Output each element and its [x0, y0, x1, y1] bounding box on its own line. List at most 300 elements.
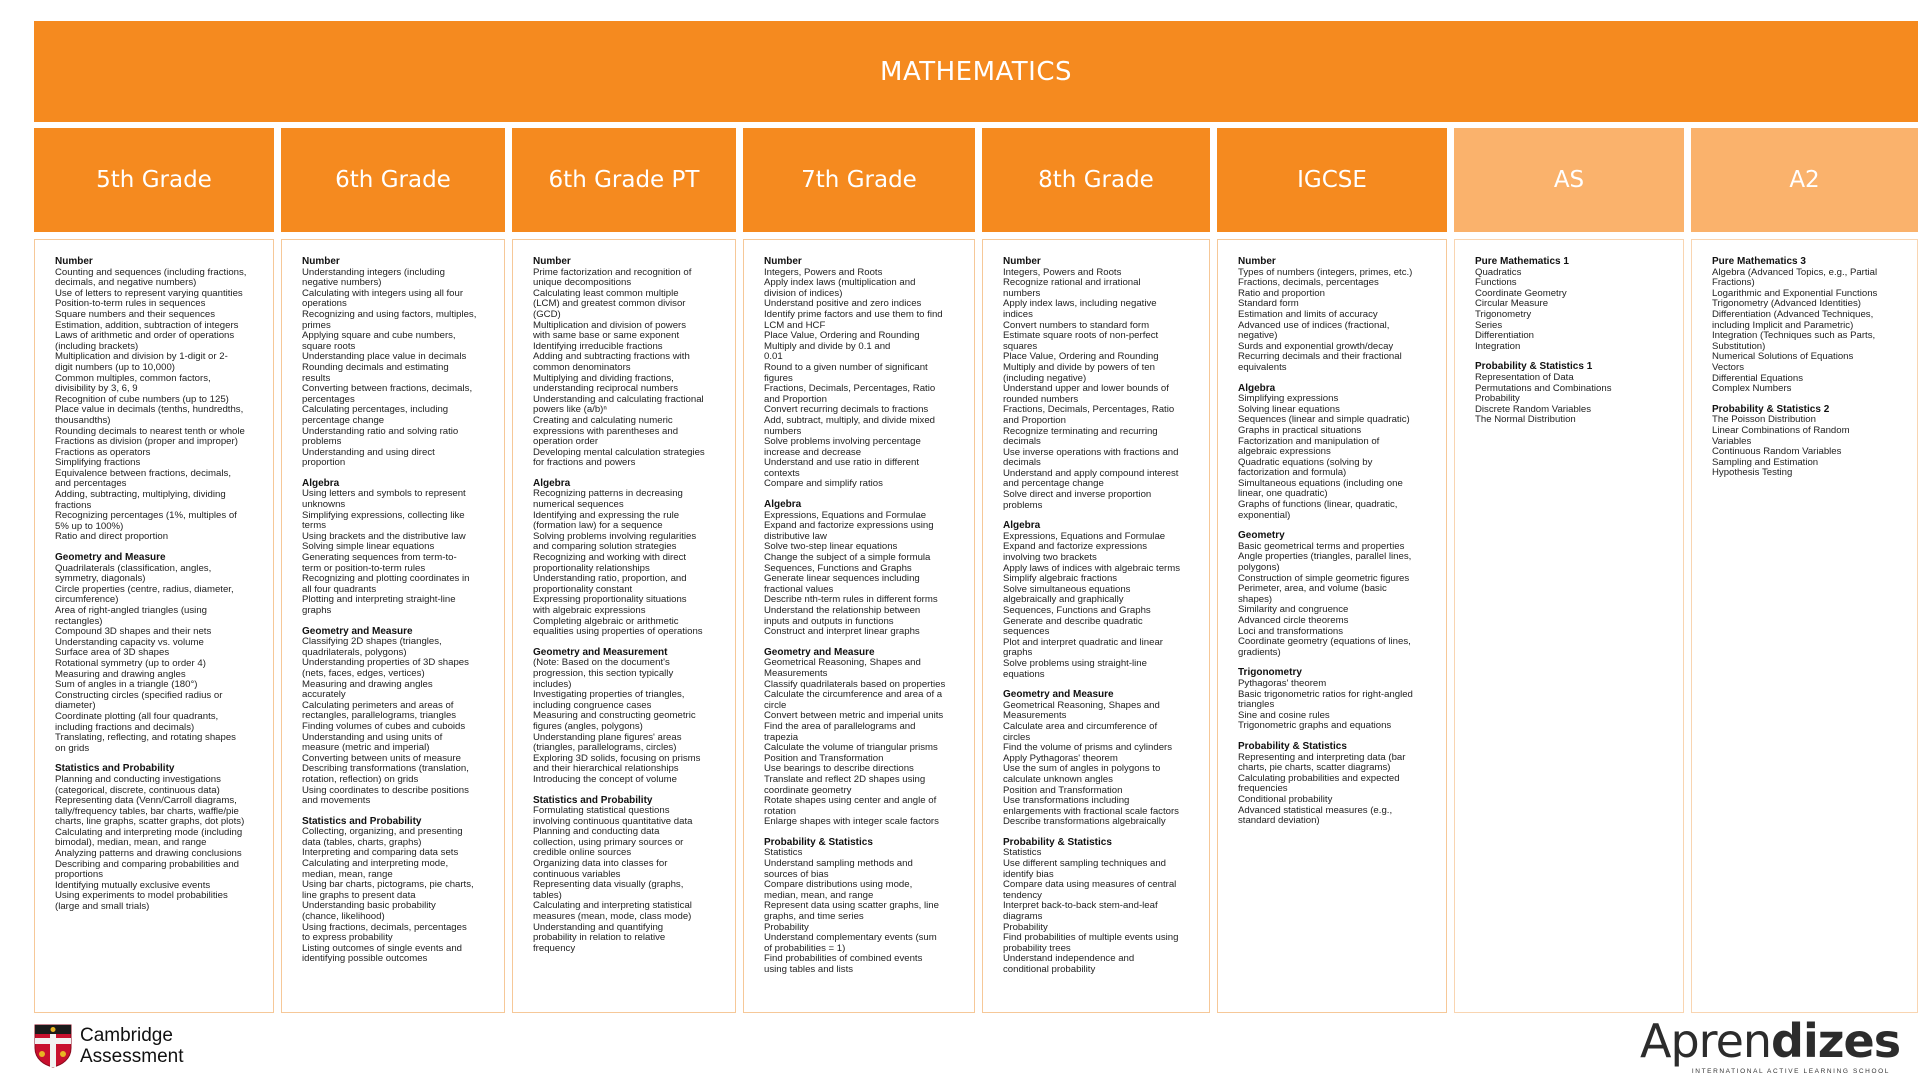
topic-item: conditional probability	[1003, 964, 1096, 975]
topic-item: Angle properties (triangles, parallel lines,	[1238, 551, 1412, 563]
topic-section	[1003, 838, 1189, 976]
topic-item: all four quadrants	[302, 583, 377, 595]
grade-column-body	[1691, 239, 1918, 1013]
topic-section	[764, 648, 954, 828]
topic-item: Graphs in practical situations	[1238, 424, 1362, 436]
topic-item: Using fractions, decimals, percentages	[302, 921, 467, 933]
topic-section-title: Algebra	[533, 477, 571, 489]
topic-item: Solve simultaneous equations	[1003, 583, 1131, 595]
topic-item: Generate and describe quadratic	[1003, 615, 1143, 627]
topic-item: Measuring and constructing geometric	[533, 710, 696, 722]
topic-item: Calculating with integers using all four	[302, 287, 464, 299]
topic-item: Ratio and direct proportion	[55, 531, 169, 543]
topic-section	[1238, 257, 1426, 374]
topic-section	[1712, 405, 1897, 479]
topic-item: operations	[302, 298, 347, 310]
topic-item: Understand and use ratio in different	[764, 457, 920, 469]
topic-item: Introducing the concept of volume	[533, 773, 677, 785]
topic-section	[1003, 690, 1189, 828]
topic-item: Recognizing and plotting coordinates in	[302, 573, 470, 585]
topic-item: and percentages	[55, 478, 127, 490]
topic-section-title: Algebra	[1238, 382, 1276, 394]
topic-item: Calculating least common multiple	[533, 287, 679, 299]
topic-section-title: Number	[55, 256, 93, 267]
grade-column-body	[34, 239, 274, 1013]
topic-section-title: Trigonometry	[1238, 667, 1302, 679]
topic-item: Use of letters to represent varying quantities	[55, 287, 243, 299]
topic-item: Logarithmic and Exponential Functions	[1712, 287, 1878, 299]
topic-item: Creating and calculating numeric	[533, 414, 673, 426]
topic-section-title: Statistics and Probability	[55, 763, 175, 775]
topic-item: measure (metric and imperial)	[302, 742, 430, 754]
topic-item: accurately	[302, 689, 346, 701]
topic-item: and comparing solution strategies	[533, 541, 677, 553]
topic-item: (Note: Based on the document's	[533, 657, 670, 669]
topic-item: proportion	[302, 457, 346, 469]
topic-item: Solving linear equations	[1238, 403, 1340, 415]
topic-item: Understanding and calculating fractional	[533, 393, 704, 405]
topic-section-title: Number	[302, 256, 340, 267]
topic-section-title: Number	[533, 256, 571, 267]
grade-column-header: 6th Grade PT	[512, 128, 736, 232]
topic-item: Solving problems involving regularities	[533, 530, 697, 542]
topic-item: Apply index laws, including negative	[1003, 298, 1157, 310]
topic-item: of probabilities = 1)	[764, 942, 846, 954]
topic-item: Using brackets and the distributive law	[302, 530, 466, 542]
topic-section-title: Probability & Statistics	[764, 836, 873, 848]
topic-section-title: Geometry	[1238, 530, 1285, 542]
topic-item: proportions	[55, 869, 103, 881]
grade-column	[1217, 128, 1447, 1013]
topic-item: Recognizing and using factors, multiples,	[302, 308, 477, 320]
topic-item: Collecting, organizing, and presenting	[302, 826, 463, 838]
topic-item: Types of numbers (integers, primes, etc.)	[1238, 266, 1413, 278]
topic-item: including Implicit and Parametric)	[1712, 319, 1854, 331]
grade-column	[281, 128, 505, 1013]
topic-item: Fractions, Decimals, Percentages, Ratio	[1003, 404, 1175, 416]
topic-item: figures (angles, polygons)	[533, 720, 643, 732]
topic-item: Simplifying expressions	[1238, 393, 1339, 405]
topic-item: division of indices)	[764, 287, 843, 299]
topic-item: identifying possible outcomes	[302, 953, 428, 965]
topic-item: Series	[1475, 319, 1503, 331]
topic-item: Find probabilities of multiple events using	[1003, 932, 1179, 944]
topic-item: Statistics	[764, 847, 803, 859]
topic-section-title: Geometry and Measure	[764, 646, 875, 658]
topic-section	[302, 479, 484, 617]
topic-item: Integration (Techniques such as Parts,	[1712, 330, 1876, 342]
topic-item: Trigonometric graphs and equations	[1238, 720, 1392, 732]
topic-item: (large and small trials)	[55, 901, 150, 913]
topic-item: Square numbers and their sequences	[55, 308, 215, 320]
topic-item: Convert between metric and imperial units	[764, 710, 944, 722]
topic-section-title: Probability & Statistics 1	[1475, 361, 1593, 373]
topic-item: diagrams	[1003, 911, 1043, 923]
topic-item: Place Value, Ordering and Rounding	[1003, 351, 1159, 363]
topic-item: Apply laws of indices with algebraic terms	[1003, 562, 1181, 574]
topic-item: Use the sum of angles in polygons to	[1003, 763, 1161, 775]
topic-item: includes)	[533, 678, 572, 690]
topic-item: Describing and comparing probabilities and	[55, 858, 239, 870]
topic-item: Sequences (linear and simple quadratic)	[1238, 414, 1410, 426]
topic-item: Advanced circle theorems	[1238, 615, 1349, 626]
topic-item: Using letters and symbols to represent	[302, 488, 466, 500]
topic-item: Substitution)	[1712, 340, 1766, 352]
topic-section-title: Statistics and Probability	[533, 794, 653, 806]
topic-section-title: Pure Mathematics 3	[1712, 256, 1806, 267]
topic-item: distributive law	[764, 530, 827, 542]
topic-item: probability in relation to relative	[533, 932, 666, 944]
topic-item: digit numbers (up to 10,000)	[55, 361, 175, 373]
topic-item: Solve direct and inverse proportion	[1003, 489, 1152, 501]
topic-item: tally/frequency tables, bar charts, waffle/pie	[55, 805, 239, 817]
topic-item: Understanding and quantifying	[533, 921, 664, 933]
topic-item: and percentage change	[1003, 478, 1104, 490]
topic-section	[1238, 742, 1426, 827]
topic-item: Statistics	[1003, 847, 1042, 859]
topic-item: Describe nth-term rules in different forms	[764, 594, 938, 606]
topic-item: identify bias	[1003, 868, 1054, 880]
topic-item: Solve two-step linear equations	[764, 541, 898, 553]
topic-section	[1238, 531, 1426, 658]
grade-column-header: 8th Grade	[982, 128, 1210, 232]
topic-item: Probability	[1475, 393, 1520, 405]
topic-item: Circle properties (centre, radius, diameter,	[55, 583, 234, 595]
topic-item: Identifying and expressing the rule	[533, 509, 680, 521]
topic-item: equations	[1003, 668, 1045, 680]
topic-item: Complex Numbers	[1712, 383, 1792, 395]
topic-item: Simplifying fractions	[55, 457, 141, 469]
topic-item: Laws of arithmetic and order of operations	[55, 330, 235, 342]
topic-item: percentage change	[302, 414, 385, 426]
topic-section-title: Geometry and Measure	[55, 552, 166, 564]
topic-item: Position and Transformation	[1003, 784, 1123, 796]
topic-item: Listing outcomes of single events and	[302, 942, 462, 954]
topic-item: Estimation, addition, subtraction of integers	[55, 319, 239, 331]
topic-item: Expressions, Equations and Formulae	[1003, 530, 1166, 542]
topic-item: (GCD)	[533, 308, 561, 320]
topic-item: progression, this section typically	[533, 667, 674, 679]
topic-item: Find the volume of prisms and cylinders	[1003, 742, 1173, 754]
topic-item: Finding volumes of cubes and cuboids	[302, 720, 466, 732]
topic-item: Organizing data into classes for	[533, 858, 668, 870]
topic-item: Interpret back-to-back stem-and-leaf	[1003, 900, 1158, 912]
topic-item: Understand and apply compound interest	[1003, 467, 1179, 479]
topic-item: Multiplication and division by 1-digit or 2-	[55, 351, 228, 363]
topic-item: charts, line graphs, scatter graphs, dot plots)	[55, 816, 245, 828]
topic-item: fractions	[55, 499, 92, 511]
topic-item: Recognize rational and irrational	[1003, 277, 1141, 289]
topic-item: Probability	[764, 921, 809, 933]
topic-section	[55, 553, 253, 754]
topic-item: Discrete Random Variables	[1475, 403, 1592, 415]
topic-item: rotation	[764, 805, 796, 817]
topic-item: shapes)	[1238, 593, 1273, 605]
topic-item: Similarity and congruence	[1238, 604, 1349, 616]
topic-section	[533, 257, 715, 469]
topic-item: Expressing proportionality situations	[533, 594, 687, 606]
topic-item: Understand complementary events (sum	[764, 932, 937, 944]
topic-item: Calculating perimeters and areas of	[302, 699, 454, 711]
topic-item: Prime factorization and recognition of	[533, 266, 692, 278]
grade-column	[982, 128, 1210, 1013]
topic-item: enlargements with fractional scale factors	[1003, 805, 1179, 817]
topic-item: thousandths)	[55, 414, 111, 426]
topic-item: involving continuous quantitative data	[533, 815, 693, 827]
grade-column-header: AS	[1454, 128, 1684, 232]
grade-column-body	[1454, 239, 1684, 1013]
topic-item: Counting and sequences (including fractions,	[55, 266, 247, 278]
topic-item: Recognizing and working with direct	[533, 552, 687, 564]
topic-item: tables)	[533, 889, 562, 901]
topic-section	[1003, 257, 1189, 511]
topic-item: Rotational symmetry (up to order 4)	[55, 657, 206, 669]
topic-item: on grids	[55, 742, 90, 754]
topic-item: Understand positive and zero indices	[764, 298, 922, 310]
topic-item: Recognizing percentages (1%, multiples of	[55, 510, 237, 522]
topic-item: Multiply and divide by powers of ten	[1003, 361, 1155, 373]
topic-item: Convert recurring decimals to fractions	[764, 404, 929, 416]
topic-item: (triangles, parallelograms, circles)	[533, 742, 677, 754]
topic-item: coordinate geometry	[764, 784, 852, 796]
topic-section	[764, 257, 954, 490]
topic-item: understanding reciprocal numbers	[533, 383, 679, 395]
topic-section	[302, 817, 484, 965]
topic-item: with same base or same exponent	[533, 330, 680, 342]
topic-item: Developing mental calculation strategies	[533, 446, 705, 458]
topic-item: for fractions and powers	[533, 457, 636, 469]
topic-item: proportionality relationships	[533, 562, 650, 574]
topic-item: Describe transformations algebraically	[1003, 816, 1166, 828]
topic-item: Conditional probability	[1238, 793, 1333, 805]
topic-item: Trigonometry (Advanced Identities)	[1712, 298, 1861, 310]
topic-item: Hypothesis Testing	[1712, 467, 1793, 479]
topic-item: frequency	[533, 942, 576, 954]
topic-item: Measurements	[764, 667, 828, 679]
topic-item: 5% up to 100%)	[55, 520, 124, 532]
topic-item: Recurring decimals and their fractional	[1238, 351, 1402, 363]
topic-item: Understand the relationship between	[764, 605, 921, 616]
topic-item: bimodal), median, mean, and range	[55, 837, 207, 849]
topic-item: quadrilaterals, polygons)	[302, 646, 407, 658]
topic-item: Sequences, Functions and Graphs	[764, 562, 912, 574]
topic-item: Simplify algebraic fractions	[1003, 573, 1118, 585]
topic-item: Convert numbers to standard form	[1003, 319, 1150, 331]
topic-item: probability trees	[1003, 942, 1071, 954]
topic-item: Change the subject of a simple formula	[764, 552, 931, 564]
topic-item: and their hierarchical relationships	[533, 763, 679, 775]
topic-item: Compare data using measures of central	[1003, 879, 1177, 891]
topic-section-title: Algebra	[1003, 520, 1041, 532]
topic-item: Position and Transformation	[764, 752, 884, 764]
topic-item: Apply index laws (multiplication and	[764, 277, 916, 289]
topic-item: Differentiation (Advanced Techniques,	[1712, 308, 1874, 320]
topic-item: unknowns	[302, 499, 346, 511]
topic-item: charts, pie charts, scatter diagrams)	[1238, 762, 1391, 774]
grade-column-header: A2	[1691, 128, 1918, 232]
topic-section-title: Statistics and Probability	[302, 815, 422, 827]
topic-item: fractional values	[764, 583, 834, 595]
topic-item: Compound 3D shapes and their nets	[55, 626, 212, 638]
topic-section-title: Geometry and Measure	[1003, 689, 1114, 701]
topic-item: sources of bias	[764, 868, 829, 880]
topic-item: inputs and outputs in functions	[764, 615, 894, 627]
topic-item: Enlarge shapes with integer scale factors	[764, 816, 939, 828]
topic-item: Expand and factorize expressions	[1003, 541, 1147, 553]
grade-column	[512, 128, 736, 1013]
topic-item: Construction of simple geometric figures	[1238, 572, 1410, 584]
topic-item: Place Value, Ordering and Rounding	[764, 330, 920, 342]
topic-item: gradients)	[1238, 646, 1281, 658]
topic-section-title: Algebra	[764, 499, 802, 511]
topic-item: Multiplication and division of powers	[533, 319, 687, 331]
topic-item: factorization and formula)	[1238, 467, 1347, 479]
grade-column-header: IGCSE	[1217, 128, 1447, 232]
topic-item: squares	[1003, 340, 1038, 352]
topic-item: Surface area of 3D shapes	[55, 647, 170, 659]
topic-item: Plotting and interpreting straight-line	[302, 594, 456, 606]
topic-item: Fractions)	[1712, 277, 1755, 289]
topic-section	[533, 479, 715, 638]
topic-item: term or position-to-term rules	[302, 562, 426, 574]
topic-item: Geometrical Reasoning, Shapes and	[1003, 699, 1160, 711]
topic-item: Calculating and interpreting statistical	[533, 900, 692, 912]
aprendizes-logo-part1: Apren	[1640, 1014, 1772, 1068]
topic-item: algebraic expressions	[1238, 446, 1331, 458]
topic-item: 0.01	[764, 351, 783, 363]
topic-item: Integers, Powers and Roots	[764, 266, 883, 278]
topic-item: Understanding place value in decimals	[302, 351, 467, 363]
topic-item: Add, subtract, multiply, and divide mixed	[764, 414, 935, 426]
topic-item: Quadrilaterals (classification, angles,	[55, 562, 212, 574]
topic-item: with algebraic expressions	[533, 605, 646, 616]
topic-item: algebraically and graphically	[1003, 594, 1124, 606]
topic-item: Using experiments to model probabilities	[55, 890, 228, 902]
topic-item: measures (mean, mode, class mode)	[533, 911, 692, 923]
grade-column-body	[281, 239, 505, 1013]
topic-item: Construct and interpret linear graphs	[764, 626, 920, 638]
topic-item: Surds and exponential growth/decay	[1238, 340, 1394, 352]
topic-item: Calculating probabilities and expected	[1238, 772, 1400, 784]
topic-item: expressions with parentheses and	[533, 425, 679, 437]
topic-item: Adding and subtracting fractions with	[533, 351, 690, 363]
topic-item: divisibility by 3, 6, 9	[55, 383, 138, 395]
topic-item: continuous variables	[533, 868, 621, 880]
grade-column-header: 7th Grade	[743, 128, 975, 232]
topic-item: Use different sampling techniques and	[1003, 858, 1167, 870]
topic-item: (including brackets)	[55, 340, 139, 352]
topic-item: Understanding ratio and solving ratio	[302, 425, 459, 437]
topic-item: Planning and conducting investigations	[55, 773, 221, 785]
topic-item: graphs	[1003, 647, 1033, 659]
topic-item: Rotate shapes using center and angle of	[764, 795, 937, 807]
topic-item: Simultaneous equations (including one	[1238, 477, 1403, 489]
topic-item: sequences	[1003, 626, 1050, 638]
grade-column	[34, 128, 274, 1013]
topic-item: data (tables, charts, graphs)	[302, 836, 422, 848]
topic-item: line graphs to present data	[302, 889, 416, 901]
topic-item: numerical sequences	[533, 499, 624, 511]
cambridge-line-2: Assessment	[80, 1046, 184, 1067]
topic-item: indices	[1003, 308, 1033, 320]
topic-item: Standard form	[1238, 298, 1299, 310]
topic-item: negative)	[1238, 330, 1278, 342]
topic-item: Area of right-angled triangles (using	[55, 605, 207, 616]
topic-item: polygons)	[1238, 562, 1280, 574]
topic-item: Numerical Solutions of Equations	[1712, 351, 1854, 363]
topic-item: Expressions, Equations and Formulae	[764, 509, 927, 521]
topic-item: Applying square and cube numbers,	[302, 330, 456, 342]
topic-item: Classifying 2D shapes (triangles,	[302, 636, 442, 648]
aprendizes-logo-part2: dizes	[1771, 1014, 1901, 1068]
topic-item: Calculating and interpreting mode (including	[55, 826, 243, 838]
topic-item: Pythagoras' theorem	[1238, 677, 1327, 689]
topic-item: Sampling and Estimation	[1712, 456, 1819, 468]
topic-item: unique decompositions	[533, 277, 632, 289]
topic-item: Completing algebraic or arithmetic	[533, 615, 679, 627]
topic-item: Understanding plane figures' areas	[533, 731, 682, 743]
topic-section	[1003, 521, 1189, 680]
topic-item: decimals, and negative numbers)	[55, 277, 197, 289]
topic-item: increase and decrease	[764, 446, 862, 458]
topic-item: Recognizing patterns in decreasing	[533, 488, 683, 500]
aprendizes-tagline: INTERNATIONAL ACTIVE LEARNING SCHOOL	[1691, 1068, 1890, 1075]
topic-item: Variables	[1712, 435, 1752, 447]
topic-item: numbers	[764, 425, 802, 437]
topic-item: Understanding properties of 3D shapes	[302, 657, 469, 669]
topic-item: Solve problems involving percentage	[764, 436, 921, 448]
topic-item: Understand independence and	[1003, 953, 1135, 965]
topic-item: Geometrical Reasoning, Shapes and	[764, 657, 921, 669]
topic-item: Generating sequences from term-to-	[302, 552, 457, 564]
page-title: MATHEMATICS	[880, 56, 1072, 87]
topic-item: Trigonometry	[1475, 308, 1532, 320]
topic-item: median, mean, range	[302, 868, 393, 880]
topic-item: Expand and factorize expressions using	[764, 520, 934, 532]
topic-section	[302, 257, 484, 469]
topic-section-title: Geometry and Measurement	[533, 646, 668, 658]
aprendizes-logo	[1640, 1014, 1901, 1075]
topic-item: results	[302, 372, 331, 384]
topic-item: Representing and interpreting data (bar	[1238, 751, 1406, 763]
topic-section	[533, 648, 715, 786]
topic-section	[55, 257, 253, 543]
topic-item: graphs, and time series	[764, 911, 864, 923]
topic-item: Calculating percentages, including	[302, 404, 449, 416]
topic-section-title: Algebra	[302, 477, 340, 489]
topic-item: standard deviation)	[1238, 815, 1320, 827]
topic-item: Integration	[1475, 340, 1521, 352]
topic-item: Recognition of cube numbers (up to 125)	[55, 393, 229, 405]
topic-item: Interpreting and comparing data sets	[302, 847, 459, 859]
grade-column	[1454, 128, 1684, 1013]
topic-item: powers like (a/b)ⁿ	[533, 404, 607, 416]
topic-item: primes	[302, 319, 331, 331]
topic-item: (nets, faces, edges, vertices)	[302, 667, 425, 679]
topic-item: Solving simple linear equations	[302, 541, 435, 553]
topic-item: Describing transformations (translation,	[302, 763, 469, 775]
topic-item: Coordinate Geometry	[1475, 287, 1567, 299]
topic-item: equivalents	[1238, 361, 1287, 373]
topic-item: Fractions as division (proper and improper)	[55, 436, 238, 448]
topic-item: Factorization and manipulation of	[1238, 435, 1380, 447]
topic-item: Probability	[1003, 921, 1048, 933]
topic-item: Calculate the circumference and area of a	[764, 689, 943, 701]
topic-section	[533, 796, 715, 955]
cambridge-shield-icon	[34, 1024, 72, 1068]
topic-item: and Proportion	[1003, 414, 1066, 426]
topic-item: Understanding and using direct	[302, 446, 435, 458]
